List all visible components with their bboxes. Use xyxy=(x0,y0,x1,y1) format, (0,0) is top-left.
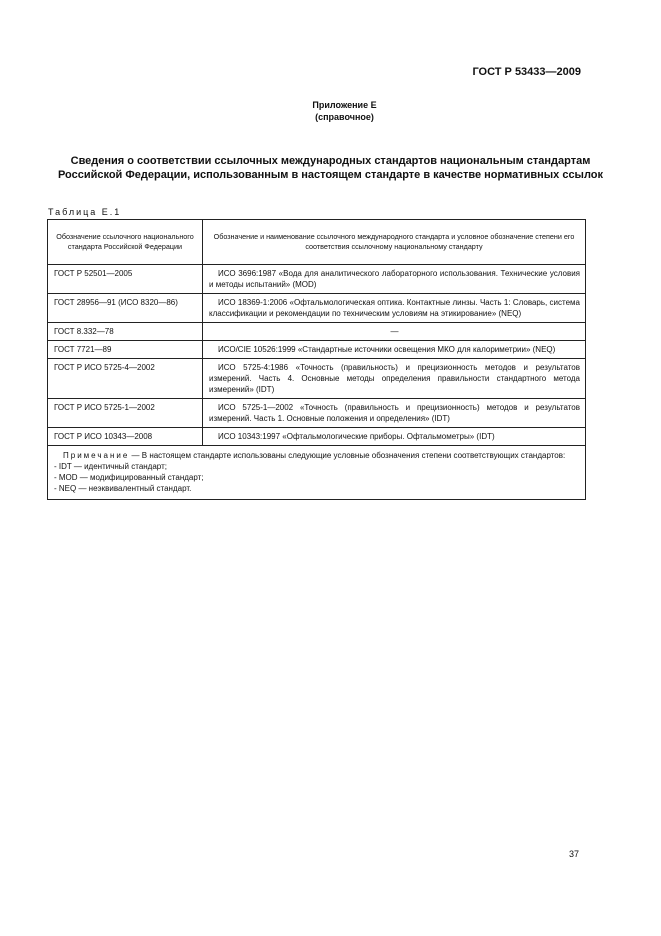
table-row xyxy=(48,428,586,446)
page-number: 37 xyxy=(568,849,579,859)
cell-international: ИСО 3696:1987 «Вода для аналитического лабораторного использования. Технические условия и методы испытаний» (MOD) xyxy=(203,265,586,294)
cell-international: ИСО/CIE 10526:1999 «Стандартные источники освещения МКО для калориметрии» (NEQ) xyxy=(203,341,586,359)
table-row xyxy=(48,323,586,341)
table-row xyxy=(48,341,586,359)
cell-national: ГОСТ Р ИСО 5725-4—2002 xyxy=(48,359,203,399)
note-item: - NEQ — неэквивалентный стандарт. xyxy=(54,484,192,493)
table-note xyxy=(48,446,586,500)
cell-international: ИСО 18369-1:2006 «Офтальмологическая оптика. Контактные линзы. Часть 1: Словарь, система классификации и рекомендации по техническим условиям на этикирование» (NEQ) xyxy=(203,294,586,323)
note-text: — В настоящем стандарте использованы следующие условные обозначения степени соответствующих стандартов: xyxy=(129,451,566,460)
table-row xyxy=(48,359,586,399)
section-title: Сведения о соответствии ссылочных международных стандартов национальным стандартам Российской Федерации, использованным в настоящем стандарте в качестве нормативных ссылок xyxy=(57,155,604,181)
table-header-row xyxy=(48,220,586,265)
cell-national: ГОСТ Р ИСО 10343—2008 xyxy=(48,428,203,446)
table-note-row xyxy=(48,446,586,500)
table-row xyxy=(48,399,586,428)
header-international: Обозначение и наименование ссылочного международного стандарта и условное обозначение степени его соответствия ссылочному национальному стандарту xyxy=(203,220,586,265)
cell-international: ИСО 5725-4:1986 «Точность (правильность) и прецизионность методов и результатов измерений. Часть 4. Основные методы определения правильности стандартного метода измерений» (IDT) xyxy=(203,359,586,399)
cell-national: ГОСТ 8.332—78 xyxy=(48,323,203,341)
table-row xyxy=(48,265,586,294)
cell-international: ИСО 5725-1—2002 «Точность (правильность и прецизионность) методов и результатов измерений. Часть 1. Основные положения и определения» (IDT) xyxy=(203,399,586,428)
cell-national: ГОСТ 7721—89 xyxy=(48,341,203,359)
cell-international: ИСО 10343:1997 «Офтальмологические приборы. Офтальмометры» (IDT) xyxy=(203,428,586,446)
appendix-heading xyxy=(0,99,661,123)
note-item: - IDT — идентичный стандарт; xyxy=(54,462,167,471)
cell-national: ГОСТ Р 52501—2005 xyxy=(48,265,203,294)
table-row xyxy=(48,294,586,323)
table-caption: Таблица Е.1 xyxy=(48,207,122,217)
note-item: - MOD — модифицированный стандарт; xyxy=(54,473,204,482)
cell-national: ГОСТ 28956—91 (ИСО 8320—86) xyxy=(48,294,203,323)
standards-table-container xyxy=(47,219,585,500)
standards-table xyxy=(47,219,586,500)
appendix-subtitle: (справочное) xyxy=(315,112,374,122)
note-label: Примечание xyxy=(63,451,130,460)
header-national: Обозначение ссылочного национального стандарта Российской Федерации xyxy=(48,220,203,265)
appendix-title: Приложение Е xyxy=(312,100,377,110)
cell-international: — xyxy=(203,323,586,341)
cell-national: ГОСТ Р ИСО 5725-1—2002 xyxy=(48,399,203,428)
document-code: ГОСТ Р 53433—2009 xyxy=(472,66,581,78)
